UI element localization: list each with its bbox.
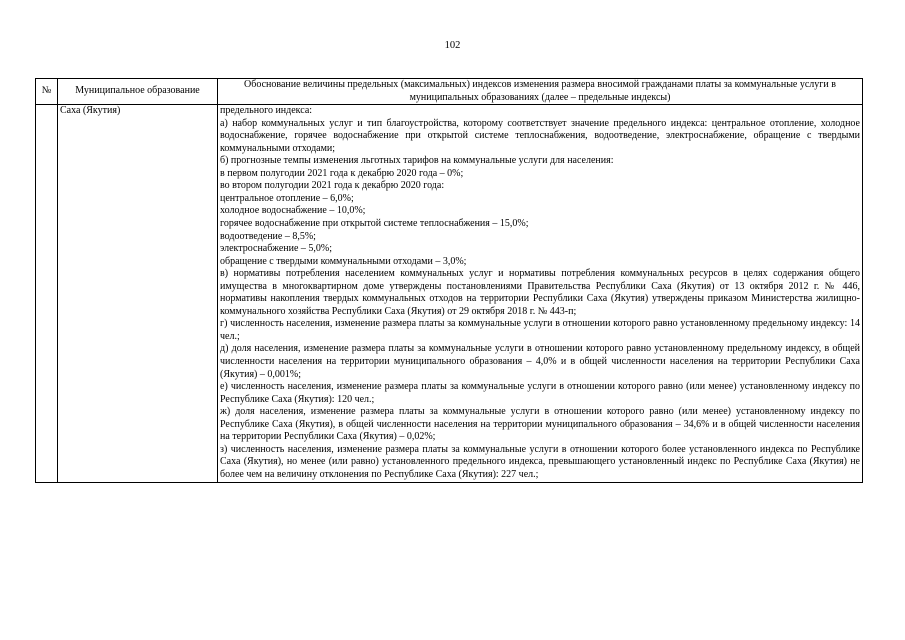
paragraph: б) прогнозные темпы изменения льготных тарифов на коммунальные услуги для населения: (220, 155, 614, 167)
header-number: № (36, 79, 58, 105)
paragraph: е) численность населения, изменение размера платы за коммунальные услуги в отношении которого равно (или менее) установленному индексу по Республике Саха (Якутия): 120 чел.; (220, 381, 860, 405)
justification-cell (218, 105, 863, 482)
paragraph: в первом полугодии 2021 года к декабрю 2020 года – 0%; (220, 167, 464, 179)
paragraph: водоотведение – 8,5%; (220, 230, 316, 242)
paragraph: ж) доля населения, изменение размера платы за коммунальные услуги в отношении которого равно (или менее) установленному индексу по Республике Саха (Якутия), в общей численности населения на территории муниципального образования – 34,6% и в общей численности населения на территории Республики Саха (Якутия) – 0,02%; (220, 406, 860, 443)
paragraph: предельного индекса: (220, 105, 313, 117)
paragraph: электроснабжение – 5,0%; (220, 243, 333, 255)
paragraph: а) набор коммунальных услуг и тип благоустройства, которому соответствует значение предельного индекса: центральное отопление, холодное водоснабжение, горячее водоснабжение при открытой системе теплоснабжения, водоотведение, электроснабжение, обращение с твердыми коммунальными отходами; (220, 117, 860, 154)
paragraph: центральное отопление – 6,0%; (220, 192, 354, 204)
paragraph: г) численность населения, изменение размера платы за коммунальные услуги в отношении которого равно установленному предельному индексу: 14 чел.; (220, 318, 860, 342)
paragraph: д) доля населения, изменение размера платы за коммунальные услуги в отношении которого равно установленному предельному индексу, в общей численности населения на территории муниципального образования – 4,0% и в общей численности населения на территории Республики Саха (Якутия) – 0,001%; (220, 343, 860, 380)
header-justification: Обоснование величины предельных (максимальных) индексов изменения размера вносимой гражданами платы за коммунальные услуги в муниципальных образованиях (далее – предельные индексы) (218, 79, 863, 105)
paragraph: холодное водоснабжение – 10,0%; (220, 205, 366, 217)
table-row (36, 105, 863, 482)
row-number-cell (36, 105, 58, 482)
justification-table (35, 78, 863, 483)
header-municipality: Муниципальное образование (58, 79, 218, 105)
paragraph: во втором полугодии 2021 года к декабрю 2020 года: (220, 180, 445, 192)
paragraph: обращение с твердыми коммунальными отходами – 3,0%; (220, 255, 467, 267)
table-header-row (36, 79, 863, 105)
paragraph: в) нормативы потребления населением коммунальных услуг и нормативы потребления коммунальных ресурсов в целях содержания общего имущества в многоквартирном доме утверждены постановлениями Правительства Республики Саха (Якутия) от 13 октября 2012 г. № 446, нормативы накопления твердых коммунальных отходов на территории Республики Саха (Якутия) утверждены приказом Министерства жилищно-коммунального хозяйства Республики Саха (Якутия) от 29 октября 2018 г. № 443-п; (220, 268, 860, 317)
paragraph: з) численность населения, изменение размера платы за коммунальные услуги в отношении которого более установленного индекса по Республике Саха (Якутия), но менее (или равно) установленного предельного индекса, превышающего установленный индекс по Республике Саха (Якутия) не более чем на величину отклонения по Республике Саха (Якутия): 227 чел.; (220, 443, 860, 480)
page-number: 102 (444, 40, 461, 51)
paragraph: горячее водоснабжение при открытой системе теплоснабжения – 15,0%; (220, 218, 529, 230)
municipality-cell: Саха (Якутия) (58, 105, 218, 482)
